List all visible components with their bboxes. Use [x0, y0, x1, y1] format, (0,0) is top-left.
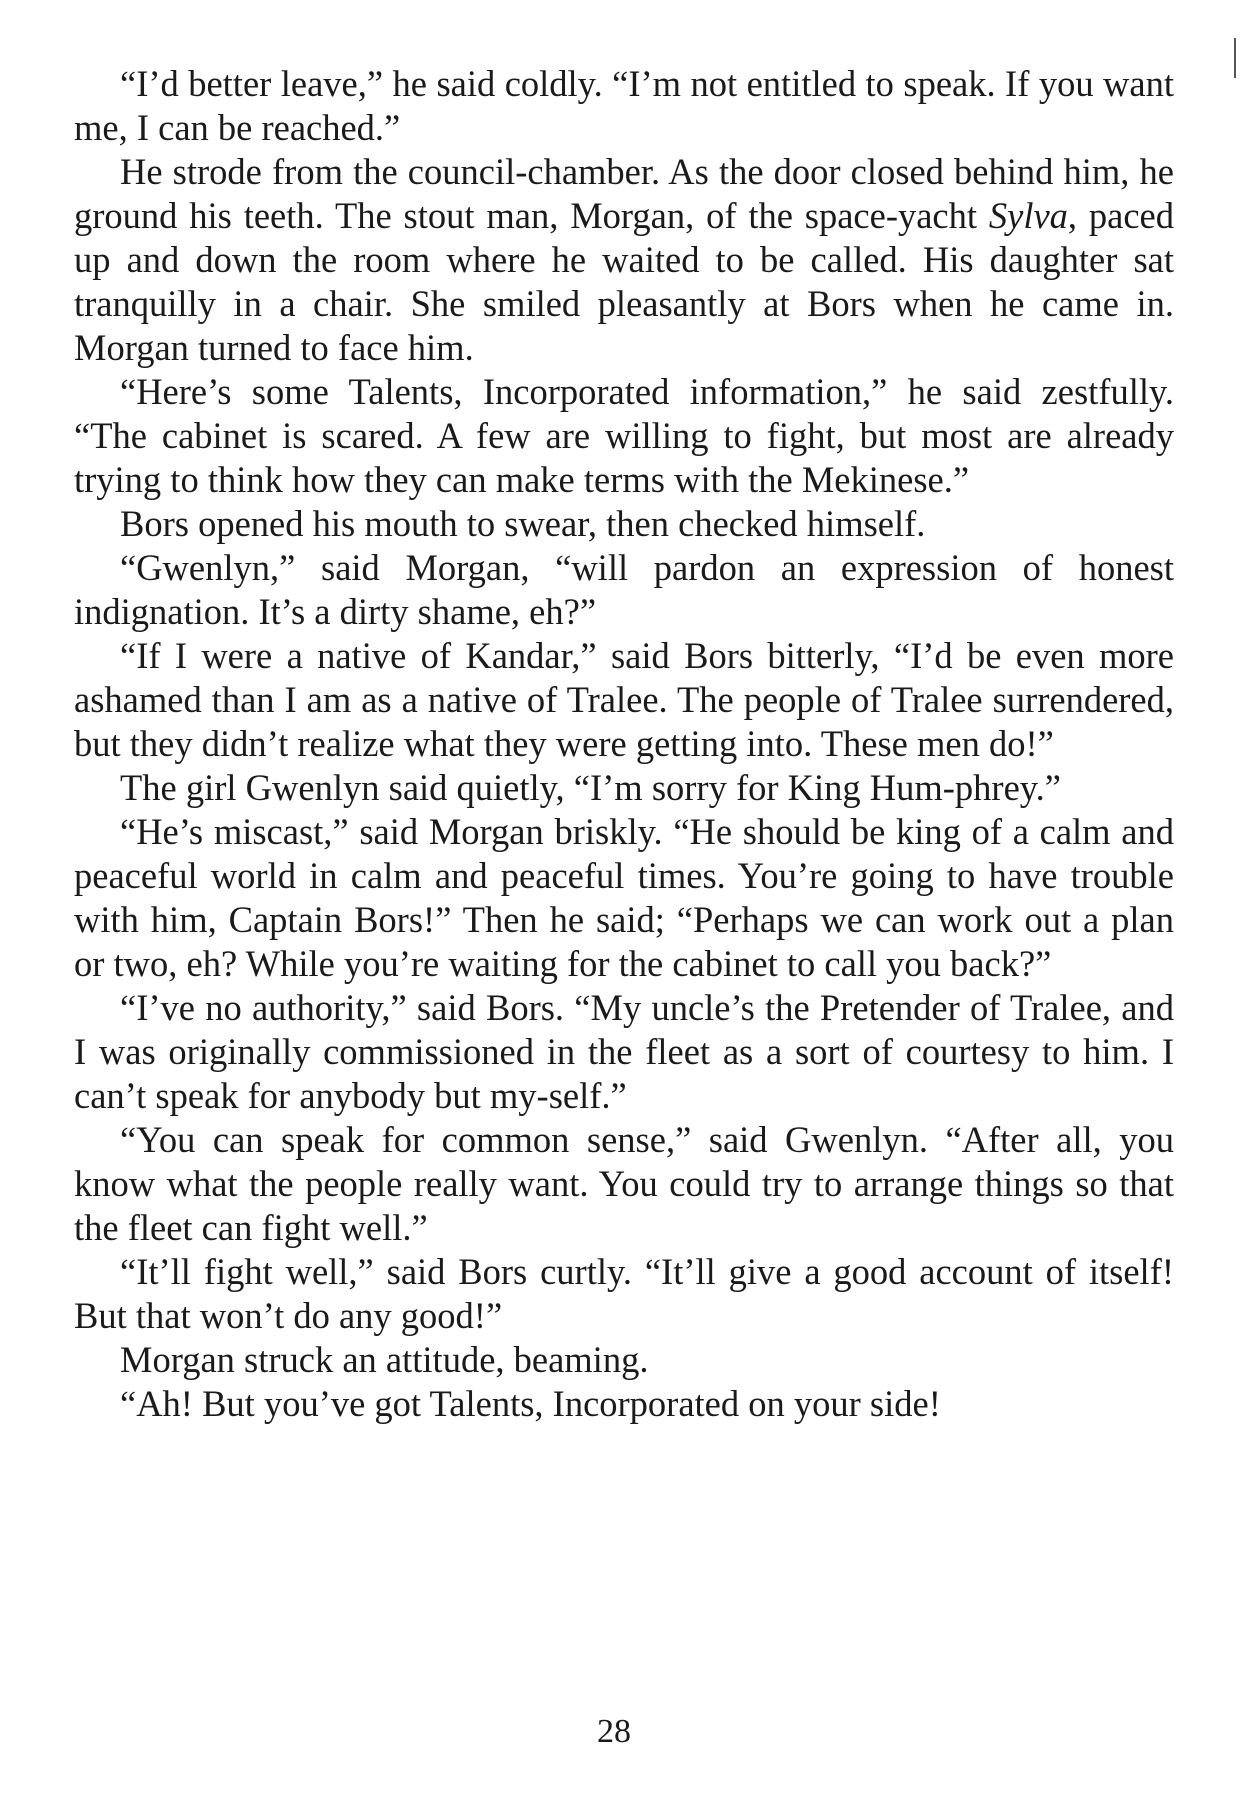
- paragraph: “I’ve no authority,” said Bors. “My uncle’s the Pretender of Tralee, and I was originally commissioned in the fleet as a sort of courtesy to him. I can’t speak for anybody but my-self.”: [74, 987, 1174, 1116]
- paragraph: The girl Gwenlyn said quietly, “I’m sorry for King Hum-phrey.”: [120, 767, 1061, 808]
- paragraph: “It’ll fight well,” said Bors curtly. “It’ll give a good account of itself! But that won’t do any good!”: [74, 1251, 1174, 1336]
- paragraph: Bors opened his mouth to swear, then checked himself.: [120, 503, 926, 544]
- paragraph: “Here’s some Talents, Incorporated information,” he said zestfully. “The cabinet is scared. A few are willing to fight, but most are already trying to think how they can make terms with the Mekinese.”: [74, 371, 1174, 500]
- paragraph: Morgan struck an attitude, beaming.: [120, 1339, 649, 1380]
- page-number: 28: [597, 1713, 631, 1750]
- paragraph: “If I were a native of Kandar,” said Bors bitterly, “I’d be even more ashamed than I am as a native of Tralee. The people of Tralee surrendered, but they didn’t realize what they were getting into. These men do!”: [74, 635, 1174, 764]
- paragraph: “He’s miscast,” said Morgan briskly. “He should be king of a calm and peaceful world in calm and peaceful times. You’re going to have trouble with him, Captain Bors!” Then he said; “Perhaps we can work out a plan or two, eh? While you’re waiting for the cabinet to call you back?”: [74, 811, 1174, 984]
- paragraph: “You can speak for common sense,” said Gwenlyn. “After all, you know what the people really want. You could try to arrange things so that the fleet can fight well.”: [74, 1119, 1174, 1248]
- paragraph: “Gwenlyn,” said Morgan, “will pardon an expression of honest indignation. It’s a dirty shame, eh?”: [74, 547, 1174, 632]
- paragraph: “I’d better leave,” he said coldly. “I’m not entitled to speak. If you want me, I can be reached.”: [74, 63, 1174, 148]
- paragraph: “Ah! But you’ve got Talents, Incorporated on your side!: [120, 1383, 941, 1424]
- page-body: [74, 62, 1174, 1426]
- ship-name: Sylva: [988, 195, 1068, 236]
- paragraph: He strode from the council-chamber. As the door closed behind him, he ground his teeth. The stout man, Morgan, of the space-yacht Sylva, paced up and down the room where he waited to be called. His daughter sat tranquilly in a chair. She smiled pleasantly at Bors when he came in. Morgan turned to face him.: [74, 151, 1174, 368]
- binding-edge-mark: [1234, 38, 1236, 78]
